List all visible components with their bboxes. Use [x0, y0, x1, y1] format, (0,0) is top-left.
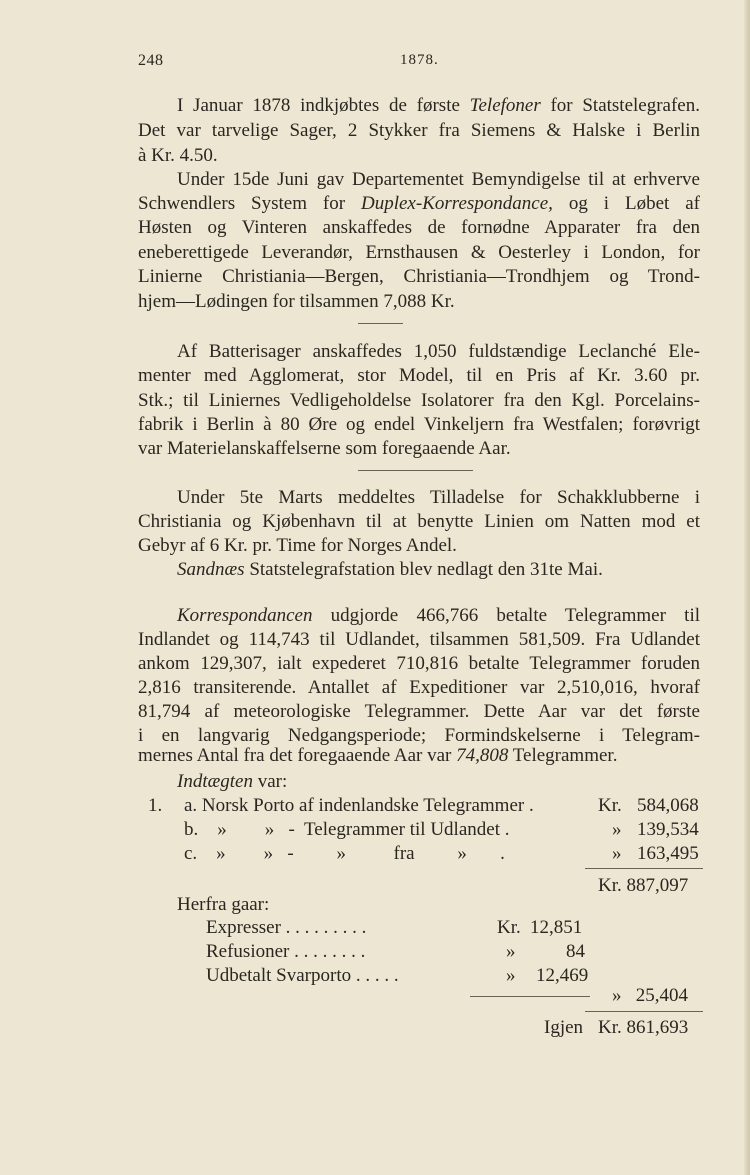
- income-row-a-amount: 584,068: [637, 795, 699, 816]
- income-row-b-currency: »: [612, 819, 622, 840]
- income-row-b-amount: 139,534: [637, 819, 699, 840]
- income-row-c-text: c. » » - » fra » .: [184, 843, 505, 864]
- p3-line-4: fabrik i Berlin à 80 Øre og endel Vinkeljern fra Westfalen; forøvrigt: [138, 414, 700, 435]
- p2-line-1: Under 15de Juni gav Departementet Bemyndigelse til at erhverve: [177, 169, 700, 190]
- section-divider: [358, 470, 473, 471]
- p3-line-5: var Materielanskaffelserne som foregaaende Aar.: [138, 438, 511, 459]
- deduction-expresser-label: Expresser . . . . . . . . .: [206, 917, 367, 938]
- p2-line-2: Schwendlers System for Duplex-Korrespondance, og i Løbet af: [138, 193, 700, 214]
- p5-line-1: Sandnæs Statstelegrafstation blev nedlagt den 31te Mai.: [177, 559, 603, 580]
- deduction-expresser-currency: Kr.: [497, 917, 521, 938]
- p6-line-6: i en langvarig Nedgangsperiode; Formindskelserne i Telegram-: [138, 725, 700, 746]
- page-number: 248: [138, 52, 164, 69]
- running-title: 1878.: [400, 52, 439, 68]
- remainder-label: Igjen: [544, 1017, 584, 1038]
- income-row-a-text: a. Norsk Porto af indenlandske Telegrammer .: [184, 795, 534, 816]
- p3-line-2: menter med Agglomerat, stor Model, til en Pris af Kr. 3.60 pr.: [138, 365, 700, 386]
- p2-line-3: Høsten og Vinteren anskaffedes de fornødne Apparater fra den: [138, 217, 700, 238]
- deduction-svarporto-label: Udbetalt Svarporto . . . . .: [206, 965, 399, 986]
- p4-line-1: Under 5te Marts meddeltes Tilladelse for Schakklubberne i: [177, 487, 700, 508]
- p6-line-4: 2,816 transiterende. Antallet af Expeditioner var 2,510,016, hvoraf: [138, 677, 700, 698]
- income-total: Kr. 887,097: [598, 875, 689, 896]
- p2-line-6: hjem—Lødingen for tilsammen 7,088 Kr.: [138, 291, 455, 312]
- p4-line-2: Christiania og Kjøbenhavn til at benytte Linien om Natten mod et: [138, 511, 700, 532]
- section-divider: [358, 323, 403, 324]
- deductions-heading: Herfra gaar:: [177, 894, 270, 915]
- deduction-refusioner-currency: »: [506, 941, 516, 962]
- remainder-amount: Kr. 861,693: [598, 1017, 689, 1038]
- p6-line-5: 81,794 af meteorologiske Telegrammer. Dette Aar var det første: [138, 701, 700, 722]
- deduction-refusioner-label: Refusioner . . . . . . . .: [206, 941, 366, 962]
- p3-line-3: Stk.; til Liniernes Vedligeholdelse Isolatorer fra den Kgl. Porcelains-: [138, 390, 700, 411]
- page-edge: [744, 0, 750, 1175]
- p6-line-7: mernes Antal fra det foregaaende Aar var 74,808 Telegrammer.: [138, 745, 618, 766]
- income-row-b-text: b. » » - Telegrammer til Udlandet .: [184, 819, 510, 840]
- income-row-c-currency: »: [612, 843, 622, 864]
- p6-line-1: Korrespondancen udgjorde 466,766 betalte Telegrammer til: [177, 605, 700, 626]
- p6-line-2: Indlandet og 114,743 til Udlandet, tilsammen 581,509. Fra Udlandet: [138, 629, 700, 650]
- income-row-c-amount: 163,495: [637, 843, 699, 864]
- final-rule: [585, 1011, 703, 1012]
- p4-line-3: Gebyr af 6 Kr. pr. Time for Norges Andel.: [138, 535, 457, 556]
- p2-line-4: eneberettigede Leverandør, Ernsthausen & Oesterley i London, for: [138, 242, 700, 263]
- deduction-svarporto-amount: 12,469: [536, 965, 589, 986]
- p1-line-3: à Kr. 4.50.: [138, 145, 218, 166]
- deduction-refusioner-amount: 84: [566, 941, 585, 962]
- income-heading: Indtægten var:: [177, 771, 288, 792]
- p3-line-1: Af Batterisager anskaffedes 1,050 fuldstændige Leclanché Ele-: [177, 341, 700, 362]
- deductions-rule: [470, 996, 590, 997]
- p1-line-1: I Januar 1878 indkjøbtes de første Telefoner for Statstelegrafen.: [177, 95, 700, 116]
- deduction-svarporto-currency: »: [506, 965, 516, 986]
- p1-line-2: Det var tarvelige Sager, 2 Stykker fra Siemens & Halske i Berlin: [138, 120, 700, 141]
- p6-line-3: ankom 129,307, ialt expederet 710,816 betalte Telegrammer foruden: [138, 653, 700, 674]
- income-row-number: 1.: [148, 795, 163, 816]
- p2-line-5: Linierne Christiania—Bergen, Christiania—Trondhjem og Trond-: [138, 266, 700, 287]
- deduction-expresser-amount: 12,851: [530, 917, 583, 938]
- income-row-a-currency: Kr.: [598, 795, 622, 816]
- deduction-total: » 25,404: [612, 985, 688, 1006]
- subtotal-rule: [585, 868, 703, 869]
